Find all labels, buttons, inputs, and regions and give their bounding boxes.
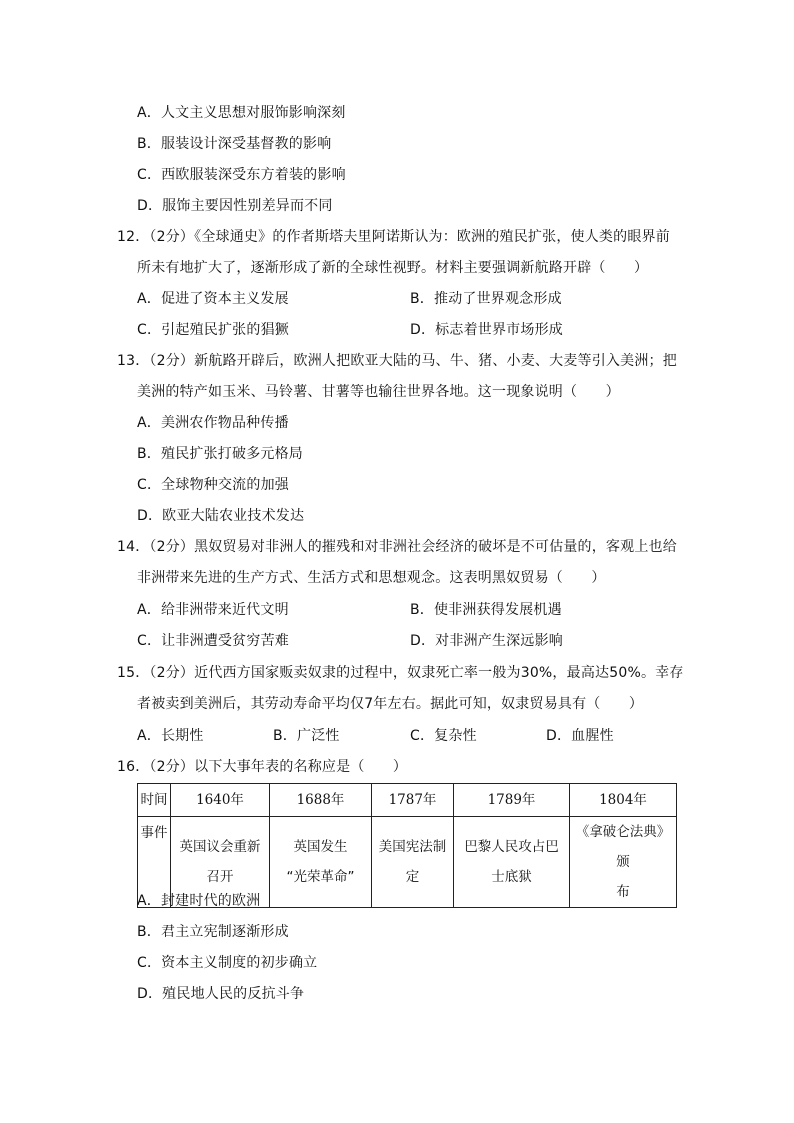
event-line: 士底狱 — [491, 869, 532, 885]
q11-option-a[interactable]: A．人文主义思想对服饰影响深刻 — [137, 105, 346, 121]
q16-stem-line-1: 16．（2分）以下大事年表的名称应是（ ） — [117, 759, 408, 775]
year-cell: 1787年 — [372, 784, 454, 817]
row-header-event: 事件 — [138, 817, 171, 908]
table-row-years — [138, 784, 677, 817]
q13-option-c[interactable]: C．全球物种交流的加强 — [137, 477, 289, 493]
q15-option-d[interactable]: D．血腥性 — [546, 728, 614, 744]
q14-option-b[interactable]: B．使非洲获得发展机遇 — [410, 602, 562, 618]
q11-option-c[interactable]: C．西欧服装深受东方着装的影响 — [137, 167, 346, 183]
q14-option-a[interactable]: A．给非洲带来近代文明 — [137, 602, 289, 618]
q13-stem-line-2: 美洲的特产如玉米、马铃薯、甘薯等也输往世界各地。这一现象说明（ ） — [137, 384, 620, 400]
year-cell: 1688年 — [270, 784, 372, 817]
event-line: 巴黎人民攻占巴 — [464, 839, 559, 855]
q12-option-b[interactable]: B．推动了世界观念形成 — [410, 291, 562, 307]
q16-option-a[interactable]: A．封建时代的欧洲 — [137, 893, 261, 909]
q15-stem-line-2: 者被卖到美洲后，其劳动寿命平均仅7年左右。据此可知，奴隶贸易具有（ ） — [137, 696, 644, 712]
event-line: 英国议会重新 — [179, 839, 261, 855]
event-line: 《拿破仑法典》颁 — [575, 824, 671, 870]
event-line: 美国宪法制 — [378, 839, 447, 855]
q15-option-a[interactable]: A．长期性 — [137, 728, 204, 744]
q13-stem-line-1: 13．（2分）新航路开辟后，欧洲人把欧亚大陆的马、牛、猪、小麦、大麦等引入美洲；把 — [117, 353, 677, 369]
event-line: “光荣革命” — [286, 869, 355, 885]
q14-option-c[interactable]: C．让非洲遭受贫穷苦难 — [137, 633, 289, 649]
q14-stem-line-2: 非洲带来先进的生产方式、生活方式和思想观念。这表明黑奴贸易（ ） — [137, 570, 606, 586]
q12-stem-line-2: 所未有地扩大了，逐渐形成了新的全球性视野。材料主要强调新航路开辟（ ） — [137, 260, 649, 276]
q15-option-b[interactable]: B．广泛性 — [273, 728, 340, 744]
event-cell — [270, 817, 372, 908]
q13-option-b[interactable]: B．殖民扩张打破多元格局 — [137, 446, 304, 462]
q11-option-d[interactable]: D．服饰主要因性别差异而不同 — [137, 198, 333, 214]
year-cell: 1789年 — [454, 784, 570, 817]
q12-option-a[interactable]: A．促进了资本主义发展 — [137, 291, 289, 307]
q13-option-a[interactable]: A．美洲农作物品种传播 — [137, 415, 289, 431]
q15-stem-line-1: 15．（2分）近代西方国家贩卖奴隶的过程中，奴隶死亡率一般为30%，最高达50%。幸存 — [117, 665, 684, 681]
event-line: 定 — [405, 869, 420, 885]
q12-option-c[interactable]: C．引起殖民扩张的猖獗 — [137, 322, 289, 338]
q13-option-d[interactable]: D．欧亚大陆农业技术发达 — [137, 508, 305, 524]
event-cell — [570, 817, 677, 908]
q16-option-c[interactable]: C．资本主义制度的初步确立 — [137, 955, 318, 971]
event-line: 英国发生 — [293, 839, 348, 855]
chronology-table — [137, 783, 677, 908]
q11-option-b[interactable]: B．服装设计深受基督教的影响 — [137, 136, 332, 152]
event-line: 布 — [616, 884, 630, 900]
year-cell: 1640年 — [171, 784, 270, 817]
q12-option-d[interactable]: D．标志着世界市场形成 — [410, 322, 563, 338]
q14-stem-line-1: 14．（2分）黑奴贸易对非洲人的摧残和对非洲社会经济的破坏是不可估量的，客观上也给 — [117, 539, 677, 555]
q15-option-c[interactable]: C．复杂性 — [410, 728, 477, 744]
q14-option-d[interactable]: D．对非洲产生深远影响 — [410, 633, 563, 649]
year-cell: 1804年 — [570, 784, 677, 817]
event-cell — [372, 817, 454, 908]
row-header-time: 时间 — [138, 784, 171, 817]
q12-stem-line-1: 12．（2分）《全球通史》的作者斯塔夫里阿诺斯认为：欧洲的殖民扩张，使人类的眼界前 — [117, 229, 670, 245]
event-line: 召开 — [206, 869, 234, 885]
q16-option-b[interactable]: B．君主立宪制逐渐形成 — [137, 924, 289, 940]
q16-option-d[interactable]: D．殖民地人民的反抗斗争 — [137, 986, 305, 1002]
event-cell — [454, 817, 570, 908]
